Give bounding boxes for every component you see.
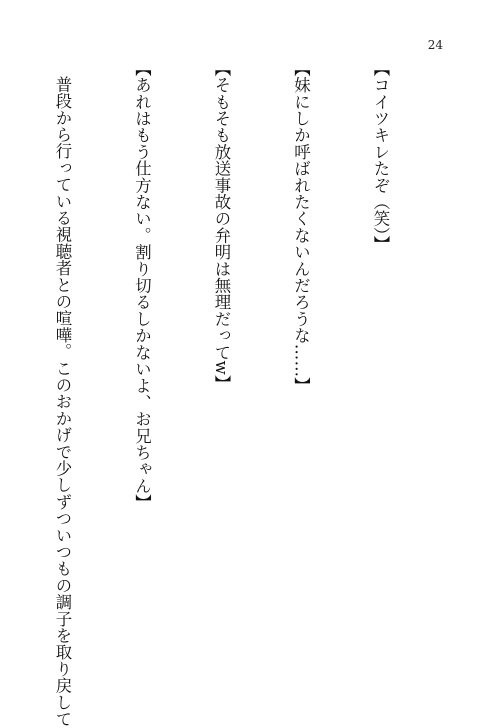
text-line: 【そもそも放送事故の弁明は無理だってw】 xyxy=(212,60,231,392)
text-line: 【あれはもう仕方ない。割り切るしかないよ、お兄ちゃん】 xyxy=(132,60,152,511)
text-line: 【コイツキレたぞ（笑）】 xyxy=(371,60,390,253)
text-line: 普段から行っている視聴者との喧嘩。このおかげで少しずついつもの調子を取り戻して xyxy=(53,76,72,728)
text-line: 【妹にしか呼ばれたくないんだろうな……】 xyxy=(291,60,311,394)
page-number: 24 xyxy=(427,38,443,52)
vertical-text-body xyxy=(48,60,446,728)
